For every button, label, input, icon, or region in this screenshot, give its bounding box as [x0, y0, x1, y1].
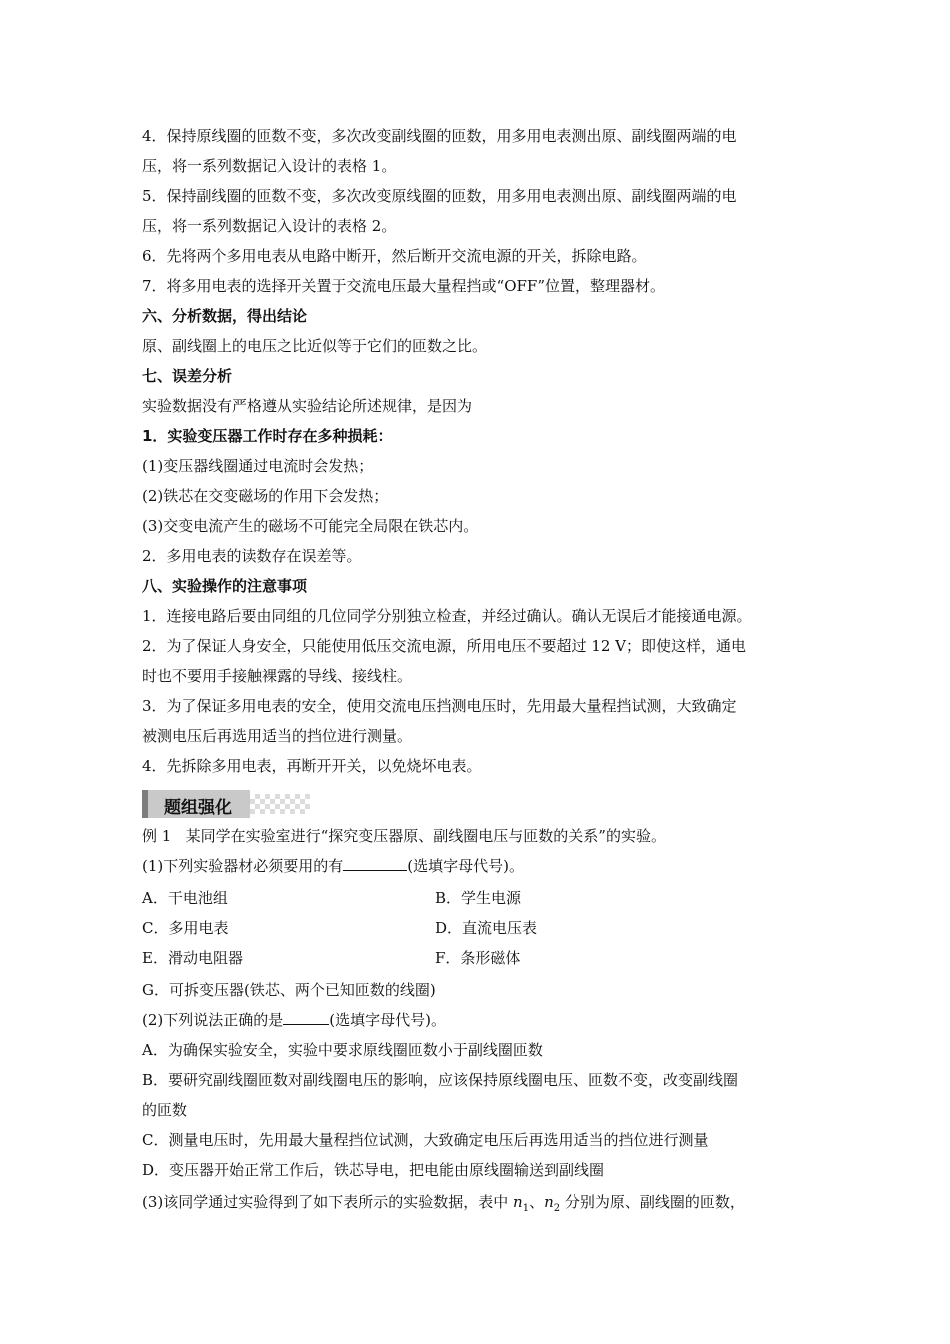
error-item-2: 2．多用电表的读数存在误差等。: [142, 547, 362, 565]
error-sub-2: (2)铁芯在交变磁场的作用下会发热；: [142, 487, 389, 505]
precaution-3-line-1: 3．为了保证多用电表的安全，使用交流电压挡测电压时，先用最大量程挡试测，大致确定: [142, 697, 737, 715]
var-n2-sub: 2: [553, 1203, 561, 1214]
precaution-4: 4．先拆除多用电表，再断开开关，以免烧坏电表。: [142, 757, 482, 775]
step-5-line-1: 5．保持副线圈的匝数不变，多次改变原线圈的匝数，用多用电表测出原、副线圈两端的电: [142, 187, 737, 205]
precaution-1: 1．连接电路后要由同组的几位同学分别独立检查，并经过确认。确认无误后才能接通电源。: [142, 607, 752, 625]
q2-option-a: A．为确保实验安全，实验中要求原线圈匝数小于副线圈匝数: [142, 1041, 543, 1059]
error-intro: 实验数据没有严格遵从实验结论所述规律，是因为: [142, 397, 473, 415]
conclusion-text: 原、副线圈上的电压之比近似等于它们的匝数之比。: [142, 337, 488, 355]
question-1: [142, 856, 524, 876]
question-2: [142, 1010, 446, 1030]
precaution-3-line-2: 被测电压后再选用适当的挡位进行测量。: [142, 727, 413, 745]
precaution-2-line-2: 时也不要用手接触裸露的导线、接线柱。: [142, 667, 413, 685]
heading-error-analysis: 七、误差分析: [142, 367, 233, 385]
q2-option-d: D．变压器开始正常工作后，铁芯导电，把电能由原线圈输送到副线圈: [142, 1161, 605, 1179]
option-c: C．多用电表: [142, 919, 229, 937]
option-d: D．直流电压表: [435, 919, 538, 937]
var-separator: 、: [529, 1193, 545, 1211]
section-title: 题组强化: [164, 798, 232, 818]
step-4-line-2: 压，将一系列数据记入设计的表格 1。: [142, 157, 397, 175]
answer-blank-1[interactable]: [343, 856, 407, 871]
q2-option-b-line-1: B．要研究副线圈匝数对副线圈电压的影响，应该保持原线圈电压、匝数不变，改变副线圈: [142, 1071, 739, 1089]
error-item-1-heading: 1．实验变压器工作时存在多种损耗：: [142, 427, 393, 445]
section-banner: [142, 790, 310, 818]
example-stem-text: 某同学在实验室进行“探究变压器原、副线圈电压与匝数的关系”的实验。: [185, 827, 666, 845]
step-7: 7．将多用电表的选择开关置于交流电压最大量程挡或“OFF”位置，整理器材。: [142, 277, 665, 295]
precaution-2-line-1: 2．为了保证人身安全，只能使用低压交流电源，所用电压不要超过 12 V；即使这样，通电: [142, 637, 747, 655]
q2-option-c: C．测量电压时，先用最大量程挡位试测，大致确定电压后再选用适当的挡位进行测量: [142, 1131, 709, 1149]
option-a: A．干电池组: [142, 889, 228, 907]
heading-analysis: 六、分析数据，得出结论: [142, 307, 308, 325]
option-b: B．学生电源: [435, 889, 522, 907]
var-n2: n: [544, 1193, 554, 1211]
option-e: E．滑动电阻器: [142, 949, 243, 967]
question-3-text: (3)该同学通过实验得到了如下表所示的实验数据，表中: [142, 1193, 514, 1211]
heading-precautions: 八、实验操作的注意事项: [142, 577, 308, 595]
section-banner-pattern: [250, 794, 310, 814]
question-3: [142, 1192, 745, 1219]
step-6: 6．先将两个多用电表从电路中断开，然后断开交流电源的开关，拆除电路。: [142, 247, 647, 265]
section-banner-edge: [142, 790, 148, 818]
step-5-line-2: 压，将一系列数据记入设计的表格 2。: [142, 217, 397, 235]
example-label: 例 1: [142, 827, 172, 845]
question-1-suffix: (选填字母代号)。: [407, 857, 524, 875]
question-1-text: (1)下列实验器材必须要用的有: [142, 857, 344, 875]
answer-blank-2[interactable]: [283, 1010, 329, 1025]
option-f: F．条形磁体: [435, 949, 521, 967]
option-g: G．可拆变压器(铁芯、两个已知匝数的线圈): [142, 981, 436, 999]
q2-option-b-line-2: 的匝数: [142, 1101, 188, 1119]
question-2-text: (2)下列说法正确的是: [142, 1011, 284, 1029]
example-stem: [142, 826, 666, 846]
question-2-suffix: (选填字母代号)。: [329, 1011, 446, 1029]
error-sub-3: (3)交变电流产生的磁场不可能完全局限在铁芯内。: [142, 517, 479, 535]
step-4-line-1: 4．保持原线圈的匝数不变，多次改变副线圈的匝数，用多用电表测出原、副线圈两端的电: [142, 127, 737, 145]
question-3-suffix: 分别为原、副线圈的匝数，: [560, 1193, 745, 1211]
error-sub-1: (1)变压器线圈通过电流时会发热；: [142, 457, 374, 475]
var-n1: n: [513, 1193, 523, 1211]
var-n1-sub: 1: [522, 1203, 530, 1214]
